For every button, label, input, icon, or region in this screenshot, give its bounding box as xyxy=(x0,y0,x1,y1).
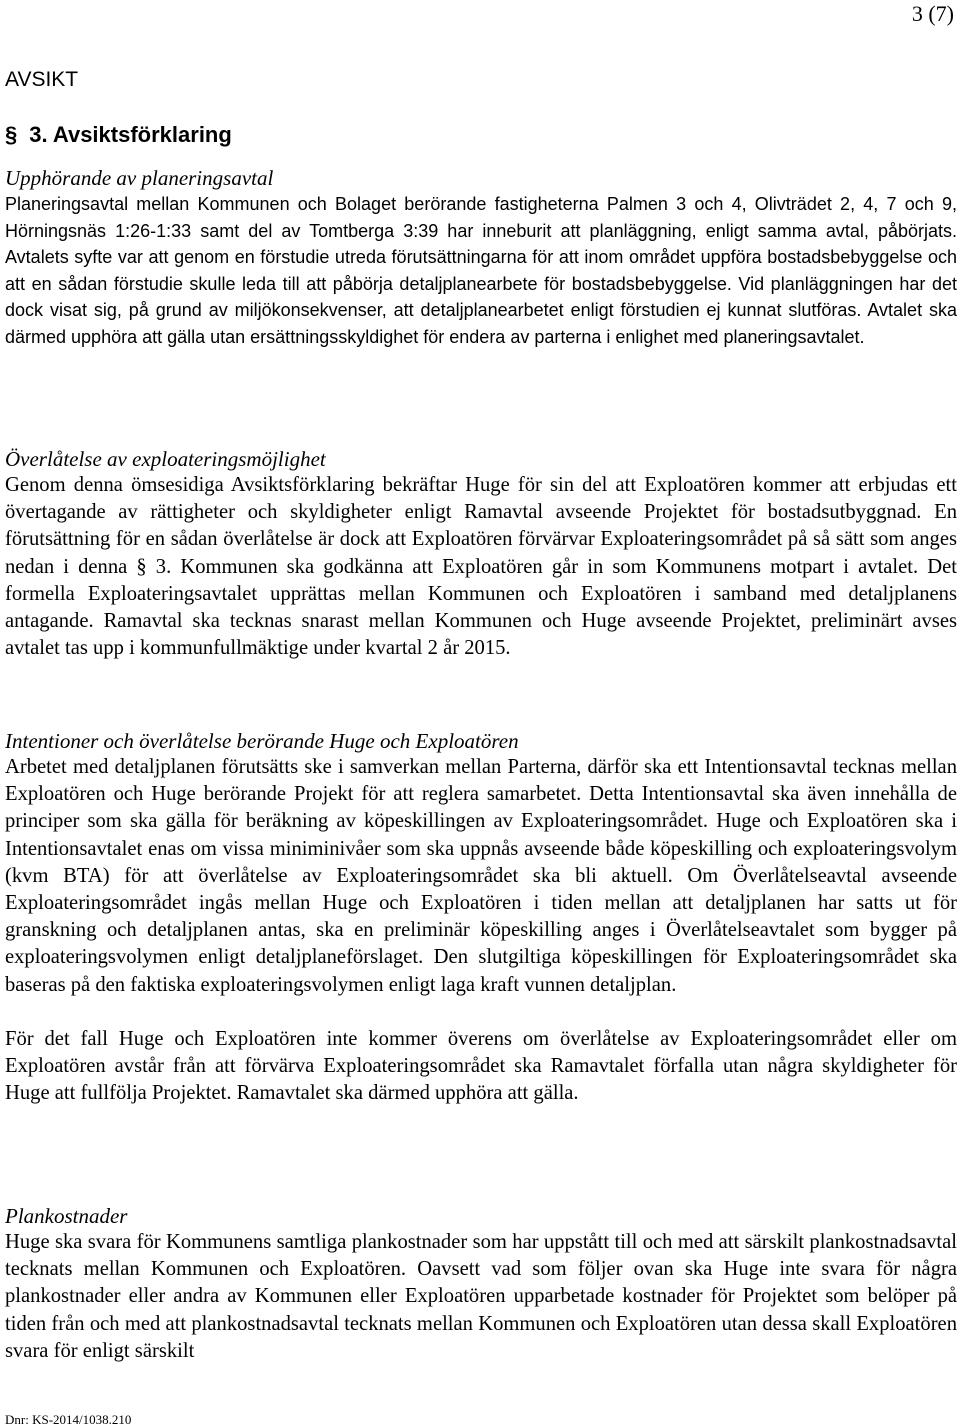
section-symbol: § xyxy=(5,122,18,147)
section-termination xyxy=(5,165,957,350)
subheading-termination: Upphörande av planeringsavtal xyxy=(5,166,274,190)
paragraph-intentions-fallback: För det fall Huge och Exploatören inte kommer överens om överlåtelse av Exploateringsområdet eller om Exploatören avstår från att förvärva Exploateringsområdet ska Ramavtalet förfalla utan några skyldigheter för Huge att fullfölja Projektet. Ramavtalet ska därmed upphöra att gälla. xyxy=(5,1027,957,1105)
subheading-plan-costs: Plankostnader xyxy=(5,1204,128,1228)
page-number: 3 (7) xyxy=(911,1,954,26)
paragraph-intentions: Arbetet med detaljplanen förutsätts ske i samverkan mellan Parterna, därför ska ett Intentionsavtal tecknas mellan Exploatören och Huge berörande Projekt för att reglera samarbetet. Detta Intentionsavtal ska även innehålla de principer som ska gälla för beräkning av köpeskillingen av Exploateringsområdet. Huge och Exploatören ska i Intentionsavtalet enas om vissa miniminivåer som ska uppnås avseende både köpeskilling och exploateringsvolym (kvm BTA) för att överlåtelse av Exploateringsområdet ska bli aktuell. Om Överlåtelseavtal avseende Exploateringsområdet ingås mellan Huge och Exploatören i tiden mellan att detaljplanen har satts ut för granskning och detaljplanen antas, ska en preliminär köpeskilling anges i Överlåtelseavtalet som bygger på exploateringsvolymen enligt detaljplaneförslaget. Den slutgiltiga köpeskillingen för Exploateringsområdet ska baseras på den faktiska exploateringsvolymen enligt laga kraft vunnen detaljplan. xyxy=(5,756,957,996)
section-title: 3. Avsiktsförklaring xyxy=(29,122,232,147)
document-label: AVSIKT xyxy=(5,68,79,91)
section-intentions xyxy=(5,728,957,1107)
subheading-transfer: Överlåtelse av exploateringsmöjlighet xyxy=(5,447,326,471)
section-plan-costs xyxy=(5,1203,957,1365)
section-heading xyxy=(5,120,232,150)
footer-reference: Dnr: KS-2014/1038.210 xyxy=(5,1412,132,1427)
paragraph-transfer: Genom denna ömsesidiga Avsiktsförklaring bekräftar Huge för sin del att Exploatören kommer att erbjudas ett övertagande av rättigheter och skyldigheter enligt Ramavtal avseende Projektet för bostadsutbyggnad. En förutsättning för en sådan överlåtelse är dock att Exploatören förvärvar Exploateringsområdet på så sätt som anges nedan i denna § 3. Kommunen ska godkänna att Exploatören går in som Kommunens motpart i avtalet. Det formella Exploateringsavtalet upprättas mellan Kommunen och Exploatören i samband med detaljplanens antagande. Ramavtal ska tecknas snarast mellan Kommunen och Huge avseende Projektet, preliminärt avses avtalet tas upp i kommunfullmäktige under kvartal 2 år 2015. xyxy=(5,474,957,660)
paragraph-termination: Planeringsavtal mellan Kommunen och Bolaget berörande fastigheterna Palmen 3 och 4, Olivträdet 2, 4, 7 och 9, Hörningsnäs 1:26-1:33 samt del av Tomtberga 3:39 har inneburit att planläggning, enligt samma avtal, påbörjats. Avtalets syfte var att genom en förstudie utreda förutsättningarna för att inom området uppföra bostadsbebyggelse och att en sådan förstudie skulle leda till att påbörja detaljplanearbete för bostadsbebyggelse. Vid planläggningen har det dock visat sig, på grund av miljökonsekvenser, att detaljplanearbetet enligt förstudien ej kunnat slutföras. Avtalet ska därmed upphöra att gälla utan ersättningsskyldighet för endera av parterna i enlighet med planeringsavtalet. xyxy=(5,194,957,347)
paragraph-plan-costs: Huge ska svara för Kommunens samtliga plankostnader som har uppstått till och med att särskilt plankostnadsavtal tecknats mellan Kommunen och Exploatören. Oavsett vad som följer ovan ska Huge inte svara för några plankostnader eller andra av Kommunen eller Exploatören upparbetade kostnader för Projektet som belöper på tiden från och med att plankostnadsavtal tecknats mellan Kommunen och Exploatören utan dessa skall Exploatören svara för enligt särskilt xyxy=(5,1231,957,1362)
section-transfer xyxy=(5,446,957,662)
subheading-intentions: Intentioner och överlåtelse berörande Huge och Exploatören xyxy=(5,729,519,753)
